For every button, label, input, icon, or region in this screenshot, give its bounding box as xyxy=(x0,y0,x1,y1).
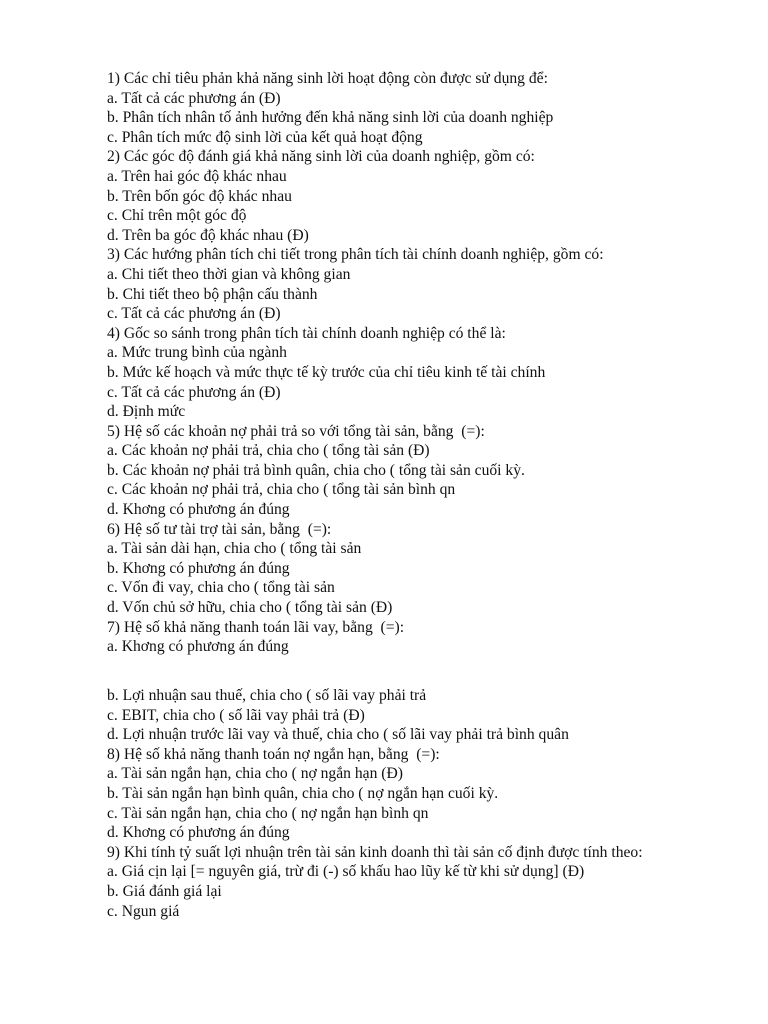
text-line: a. Tất cả các phương án (Đ) xyxy=(107,89,281,107)
text-line: b. Phân tích nhân tố ảnh hưởng đến khả năng sinh lời của doanh nghiệp xyxy=(107,109,554,127)
text-line: 8) Hệ số khả năng thanh toán nợ ngắn hạn, bằng (=): xyxy=(107,745,440,763)
question-block-1 xyxy=(107,69,747,657)
text-line: b. Chi tiết theo bộ phận cấu thành xyxy=(107,285,318,303)
text-line: b. Các khoản nợ phải trả bình quân, chia cho ( tổng tài sản cuối kỳ. xyxy=(107,461,525,479)
text-line: c. Phân tích mức độ sinh lời của kết quả hoạt động xyxy=(107,128,423,146)
text-line: d. Khơng có phương án đúng xyxy=(107,501,290,519)
text-line: a. Trên hai góc độ khác nhau xyxy=(107,167,287,185)
text-line: 9) Khi tính tỷ suất lợi nhuận trên tài sản kinh doanh thì tài sản cố định được tính theo: xyxy=(107,843,643,861)
text-line: 3) Các hướng phân tích chi tiết trong phân tích tài chính doanh nghiệp, gồm có: xyxy=(107,246,604,264)
text-line: a. Tài sản ngắn hạn, chia cho ( nợ ngắn hạn (Đ) xyxy=(107,765,403,783)
text-line: b. Giá đánh giá lại xyxy=(107,882,222,900)
text-line: d. Trên ba góc độ khác nhau (Đ) xyxy=(107,226,309,244)
text-line: c. Chỉ trên một góc độ xyxy=(107,207,247,225)
text-line: 7) Hệ số khả năng thanh toán lãi vay, bằng (=): xyxy=(107,618,405,636)
text-line: a. Mức trung bình của ngành xyxy=(107,344,287,362)
text-line: 2) Các góc độ đánh giá khả năng sinh lời của doanh nghiệp, gồm có: xyxy=(107,148,535,166)
text-line: b. Mức kế hoạch và mức thực tế kỳ trước của chỉ tiêu kinh tế tài chính xyxy=(107,363,546,381)
text-line: c. Tài sản ngắn hạn, chia cho ( nợ ngắn hạn bình qn xyxy=(107,804,429,822)
text-line: c. EBIT, chia cho ( số lãi vay phải trả (Đ) xyxy=(107,706,365,724)
text-line: 1) Các chỉ tiêu phản khả năng sinh lời hoạt động còn được sử dụng để: xyxy=(107,70,548,87)
text-line: c. Tất cả các phương án (Đ) xyxy=(107,305,281,323)
text-line: c. Các khoản nợ phải trả, chia cho ( tổng tài sản bình qn xyxy=(107,481,456,499)
text-line: a. Tài sản dài hạn, chia cho ( tổng tài sản xyxy=(107,540,362,558)
text-line: c. Tất cả các phương án (Đ) xyxy=(107,383,281,401)
text-line: a. Khơng có phương án đúng xyxy=(107,638,289,656)
text-line: a. Chi tiết theo thời gian và không gian xyxy=(107,265,351,283)
text-line: b. Trên bốn góc độ khác nhau xyxy=(107,187,292,205)
text-line: b. Lợi nhuận sau thuế, chia cho ( số lãi vay phải trả xyxy=(107,687,427,704)
text-line: d. Định mức xyxy=(107,403,186,421)
text-line: 5) Hệ số các khoản nợ phải trả so với tổng tài sản, bằng (=): xyxy=(107,422,485,440)
text-line: c. Ngun giá xyxy=(107,902,180,920)
text-line: d. Lợi nhuận trước lãi vay và thuế, chia cho ( số lãi vay phải trả bình quân xyxy=(107,726,569,744)
text-line: 6) Hệ số tư tài trợ tài sản, bằng (=): xyxy=(107,520,332,538)
text-line: d. Khơng có phương án đúng xyxy=(107,824,290,842)
text-line: c. Vốn đi vay, chia cho ( tổng tài sản xyxy=(107,579,335,597)
text-line: a. Giá cịn lại [= nguyên giá, trừ đi (-) số khấu hao lũy kế từ khi sử dụng] (Đ) xyxy=(107,863,585,881)
text-line: b. Khơng có phương án đúng xyxy=(107,559,290,577)
text-line: d. Vốn chủ sở hữu, chia cho ( tổng tài sản (Đ) xyxy=(107,599,393,617)
text-line: 4) Gốc so sánh trong phân tích tài chính doanh nghiệp có thể là: xyxy=(107,324,506,342)
text-line: b. Tài sản ngắn hạn bình quân, chia cho ( nợ ngắn hạn cuối kỳ. xyxy=(107,784,499,802)
question-block-2 xyxy=(107,686,747,921)
text-line: a. Các khoản nợ phải trả, chia cho ( tổng tài sản (Đ) xyxy=(107,442,430,460)
